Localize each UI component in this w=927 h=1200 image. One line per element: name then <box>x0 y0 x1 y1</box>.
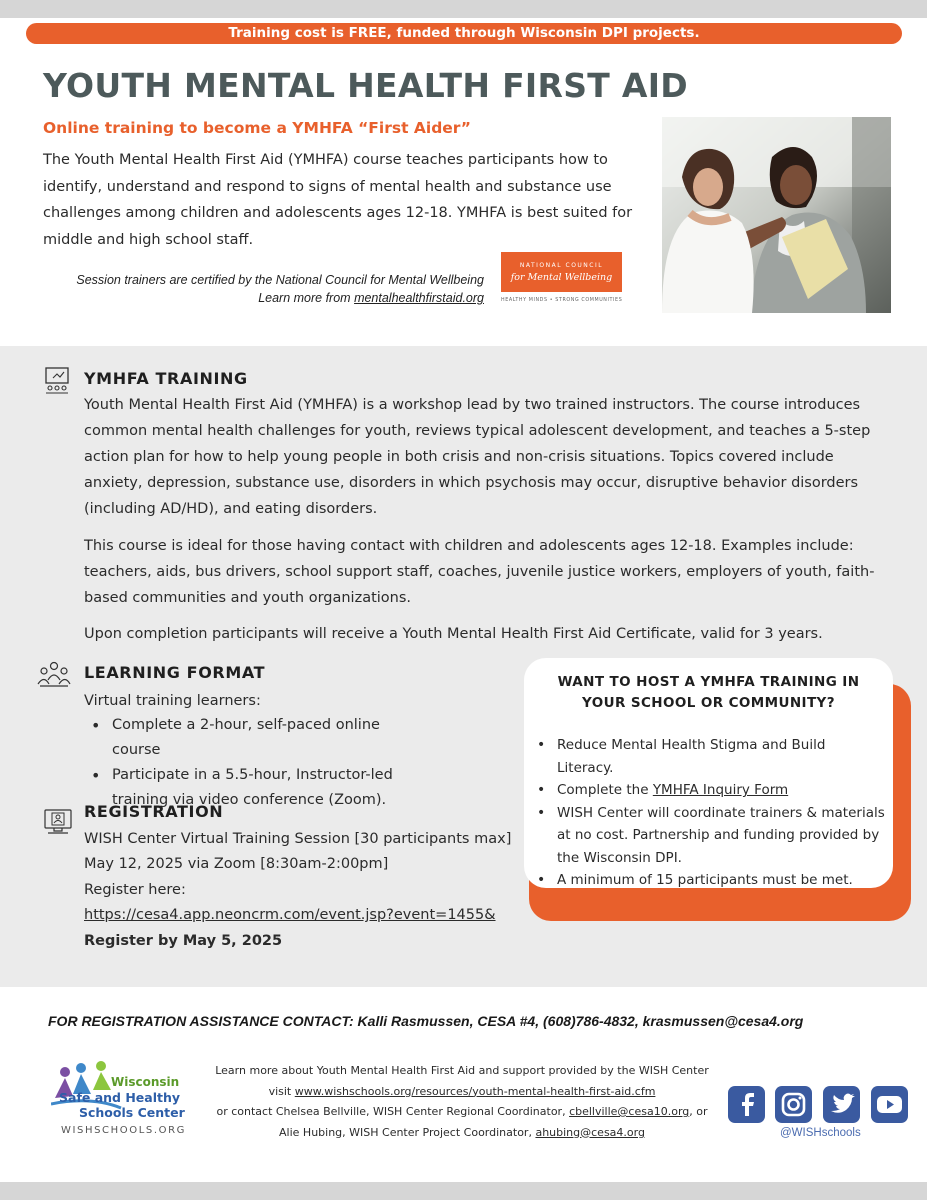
host-card-list <box>537 734 885 892</box>
learn-more-prefix: Learn more from <box>258 291 355 305</box>
youtube-icon[interactable] <box>871 1086 908 1123</box>
social-handle[interactable]: @WISHschools <box>780 1127 861 1139</box>
list-item: • Participate in a 5.5-hour, Instructor-led training via video conference (Zoom). <box>84 763 429 813</box>
learning-intro: Virtual training learners: <box>84 693 261 709</box>
nc-logo-top: NATIONAL COUNCIL <box>519 262 604 269</box>
wish-logo-line3: Schools Center <box>79 1105 185 1120</box>
group-icon <box>37 660 71 688</box>
registration-link[interactable]: https://cesa4.app.neoncrm.com/event.jsp?event=1455& <box>84 907 496 923</box>
facebook-icon[interactable] <box>728 1086 765 1123</box>
free-banner: Training cost is FREE, funded through Wisconsin DPI projects. <box>26 23 902 44</box>
top-strip <box>0 0 927 18</box>
footer-contact-or: , or <box>689 1105 708 1118</box>
wish-logo-line2: Safe and Healthy <box>59 1090 181 1105</box>
host-card-title: WANT TO HOST A YMHFA TRAINING IN YOUR SCHOOL OR COMMUNITY? <box>557 674 860 711</box>
learning-heading: LEARNING FORMAT <box>84 663 266 682</box>
youtube-icon-svg <box>871 1086 908 1123</box>
instagram-icon[interactable] <box>775 1086 812 1123</box>
footer-info <box>212 1061 712 1143</box>
twitter-icon-svg <box>823 1086 860 1123</box>
registration-heading: REGISTRATION <box>84 802 224 821</box>
list-item: • WISH Center will coordinate trainers & materials at no cost. Partnership and funding provided by the Wisconsin DPI. <box>537 802 885 870</box>
registration-contact: FOR REGISTRATION ASSISTANCE CONTACT: Kalli Rasmussen, CESA #4, (608)786-4832, krasmussen@cesa4.org <box>48 1013 804 1029</box>
wish-logo-url: WISHSCHOOLS.ORG <box>61 1125 186 1136</box>
training-paragraph-3: Upon completion participants will receive a Youth Mental Health First Aid Certificate, valid for 3 years. <box>84 626 823 642</box>
wish-logo-figures <box>51 1060 201 1136</box>
instagram-icon-svg <box>775 1086 812 1123</box>
register-label: Register here: <box>84 882 186 898</box>
list-item: • A minimum of 15 participants must be met. <box>537 869 885 892</box>
wish-logo-line1: Wisconsin <box>111 1075 180 1089</box>
subtitle: Online training to become a YMHFA “First Aider” <box>43 119 471 137</box>
presentation-icon-svg <box>43 366 71 394</box>
footer-contact-1: or contact Chelsea Bellville, WISH Center Regional Coordinator, <box>216 1105 570 1118</box>
training-photo <box>662 117 891 313</box>
twitter-icon[interactable] <box>823 1086 860 1123</box>
inquiry-form-link[interactable]: YMHFA Inquiry Form <box>652 782 789 798</box>
inquiry-prefix: Complete the <box>557 782 653 798</box>
group-icon-svg <box>37 660 71 688</box>
nc-logo-name: Mental Wellbeing <box>527 272 613 283</box>
intro-text: The Youth Mental Health First Aid (YMHFA) course teaches participants how to identify, understand and respond to signs of mental health and substance use challenges among children and adolescents ages 12-18. YMHFA is best suited for middle and high school staff. <box>43 152 633 248</box>
nc-logo-for: for <box>510 272 525 283</box>
cbellville-email-link[interactable]: cbellville@cesa10.org <box>569 1105 690 1118</box>
list-item: • Reduce Mental Health Stigma and Build Literacy. <box>537 734 885 779</box>
ahubing-email-link[interactable]: ahubing@cesa4.org <box>535 1125 645 1139</box>
learning-list <box>84 713 429 813</box>
footer-line-1: Learn more about Youth Mental Health First Aid and support provided by the WISH Center <box>215 1064 709 1077</box>
national-council-logo <box>501 252 622 292</box>
wish-resource-link[interactable]: www.wishschools.org/resources/youth-mental-health-first-aid.cfm <box>294 1084 656 1098</box>
wish-center-logo <box>51 1060 201 1136</box>
list-item: • Complete a 2-hour, self-paced online course <box>84 713 429 763</box>
training-heading: YMHFA TRAINING <box>84 369 248 388</box>
mhfa-link[interactable]: mentalhealthfirstaid.org <box>354 291 484 305</box>
registration-icon <box>42 806 70 834</box>
footer-visit: visit <box>268 1084 295 1098</box>
certification-line: Session trainers are certified by the National Council for Mental Wellbeing <box>76 273 484 287</box>
bottom-strip <box>0 1182 927 1200</box>
session-date: May 12, 2025 via Zoom [8:30am-2:00pm] <box>84 856 389 872</box>
list-item <box>537 779 885 802</box>
photo-illustration <box>662 117 891 313</box>
facebook-icon-svg <box>728 1086 765 1123</box>
session-info: WISH Center Virtual Training Session [30 participants max] <box>84 831 512 847</box>
presentation-icon <box>43 366 71 394</box>
registration-deadline: Register by May 5, 2025 <box>84 933 283 949</box>
registration-icon-svg <box>42 806 74 838</box>
nc-tagline: HEALTHY MINDS • STRONG COMMUNITIES <box>501 298 623 303</box>
training-paragraph-1: Youth Mental Health First Aid (YMHFA) is a workshop lead by two trained instructors. The course introduces common mental health challenges for youth, reviews typical adolescent development, and teaches a 5-step action plan for how to help young people in both crisis and non-crisis situations. Topics covered include anxiety, depression, substance use, disorders in which psychosis may occur, disruptive behavior disorders (including AD/HD), and eating disorders. <box>84 397 871 517</box>
page-title: YOUTH MENTAL HEALTH FIRST AID <box>43 66 688 105</box>
certification-note <box>40 271 484 307</box>
training-paragraph-2: This course is ideal for those having contact with children and adolescents ages 12-18. Examples include: teachers, aids, bus drivers, school support staff, coaches, juvenile justice workers, employers of youth, faith-based communities and youth organizations. <box>84 538 875 606</box>
footer-contact-2: Alie Hubing, WISH Center Project Coordinator, <box>279 1125 536 1139</box>
